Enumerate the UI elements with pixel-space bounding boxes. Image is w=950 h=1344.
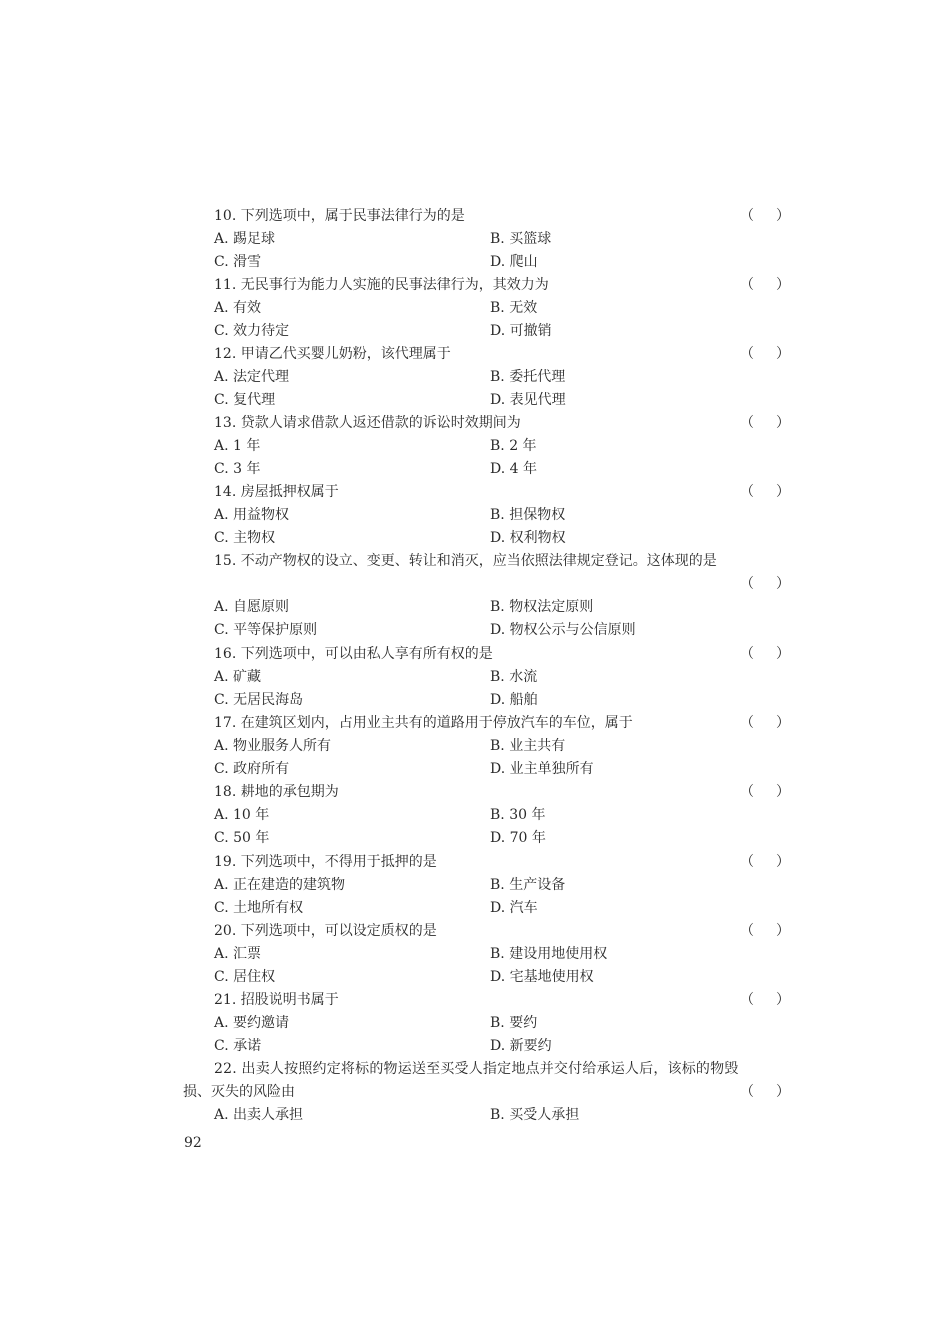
option-b: B. 买篮球 (490, 231, 552, 247)
option-row (0, 527, 950, 550)
option-d: D. 宅基地使用权 (490, 969, 594, 985)
option-d: D. 4 年 (490, 461, 537, 477)
answer-paren-close: ） (776, 923, 790, 939)
question-15 (0, 550, 950, 573)
option-a: A. 自愿原则 (214, 599, 290, 615)
option-c: C. 平等保护原则 (214, 622, 318, 638)
answer-paren-open: （ (740, 992, 754, 1008)
option-d: D. 表见代理 (490, 392, 566, 408)
question-16 (0, 643, 950, 666)
option-row (0, 827, 950, 850)
question-14 (0, 481, 950, 504)
option-b: B. 30 年 (490, 807, 546, 823)
option-d: D. 70 年 (490, 830, 546, 846)
answer-paren-close: ） (776, 992, 790, 1008)
question-stem: 12. 甲请乙代买婴儿奶粉，该代理属于 (214, 346, 451, 362)
question-stem: 17. 在建筑区划内，占用业主共有的道路用于停放汽车的车位，属于 (214, 715, 633, 731)
option-a: A. 物业服务人所有 (214, 738, 332, 754)
option-b: B. 水流 (490, 669, 538, 685)
option-a: A. 出卖人承担 (214, 1107, 304, 1123)
option-row (0, 320, 950, 343)
option-b: B. 2 年 (490, 438, 537, 454)
answer-paren-open: （ (740, 346, 754, 362)
question-10 (0, 205, 950, 228)
option-b: B. 业主共有 (490, 738, 566, 754)
answer-paren-close: ） (776, 346, 790, 362)
answer-paren-close: ） (776, 208, 790, 224)
option-row (0, 874, 950, 897)
option-row (0, 758, 950, 781)
option-c: C. 主物权 (214, 530, 276, 546)
option-row (0, 228, 950, 251)
option-row (0, 458, 950, 481)
option-d: D. 可撤销 (490, 323, 552, 339)
option-row (0, 666, 950, 689)
option-c: C. 政府所有 (214, 761, 290, 777)
option-a: A. 矿藏 (214, 669, 262, 685)
option-c: C. 土地所有权 (214, 900, 304, 916)
option-d: D. 物权公示与公信原则 (490, 622, 636, 638)
answer-paren-open: （ (740, 784, 754, 800)
option-b: B. 买受人承担 (490, 1107, 580, 1123)
answer-paren-close: ） (776, 1084, 790, 1100)
question-stem: 13. 贷款人请求借款人返还借款的诉讼时效期间为 (214, 415, 521, 431)
answer-paren-close: ） (776, 576, 790, 592)
question-22-cont (0, 1081, 950, 1104)
option-c: C. 50 年 (214, 830, 270, 846)
option-b: B. 建设用地使用权 (490, 946, 608, 962)
option-b: B. 物权法定原则 (490, 599, 594, 615)
option-c: C. 效力待定 (214, 323, 290, 339)
question-stem: 14. 房屋抵押权属于 (214, 484, 339, 500)
option-row (0, 619, 950, 642)
option-row (0, 804, 950, 827)
option-c: C. 3 年 (214, 461, 261, 477)
question-19 (0, 851, 950, 874)
option-d: D. 业主单独所有 (490, 761, 594, 777)
answer-paren-close: ） (776, 415, 790, 431)
option-row (0, 251, 950, 274)
question-stem: 20. 下列选项中，可以设定质权的是 (214, 923, 437, 939)
answer-paren-open: （ (740, 923, 754, 939)
question-stem: 18. 耕地的承包期为 (214, 784, 339, 800)
option-b: B. 担保物权 (490, 507, 566, 523)
option-b: B. 生产设备 (490, 877, 566, 893)
option-c: C. 居住权 (214, 969, 276, 985)
question-18 (0, 781, 950, 804)
question-stem: 10. 下列选项中，属于民事法律行为的是 (214, 208, 465, 224)
option-a: A. 法定代理 (214, 369, 290, 385)
option-row (0, 897, 950, 920)
option-row (0, 389, 950, 412)
question-stem-line2: 损、灭失的风险由 (183, 1084, 295, 1100)
option-b: B. 无效 (490, 300, 538, 316)
answer-paren-row (0, 573, 950, 596)
page-number: 92 (184, 1135, 202, 1151)
question-22 (0, 1058, 950, 1081)
option-row (0, 1104, 950, 1127)
answer-paren-open: （ (740, 1084, 754, 1100)
option-b: B. 委托代理 (490, 369, 566, 385)
question-12 (0, 343, 950, 366)
answer-paren-close: ） (776, 854, 790, 870)
option-a: A. 用益物权 (214, 507, 290, 523)
question-13 (0, 412, 950, 435)
answer-paren-open: （ (740, 646, 754, 662)
option-d: D. 权利物权 (490, 530, 566, 546)
option-a: A. 正在建造的建筑物 (214, 877, 346, 893)
option-c: C. 复代理 (214, 392, 276, 408)
option-row (0, 735, 950, 758)
answer-paren-close: ） (776, 784, 790, 800)
question-stem: 11. 无民事行为能力人实施的民事法律行为，其效力为 (214, 277, 549, 293)
option-a: A. 汇票 (214, 946, 262, 962)
option-row (0, 1012, 950, 1035)
option-b: B. 要约 (490, 1015, 538, 1031)
option-c: C. 无居民海岛 (214, 692, 304, 708)
answer-paren-close: ） (776, 715, 790, 731)
option-row (0, 366, 950, 389)
option-row (0, 1035, 950, 1058)
question-17 (0, 712, 950, 735)
answer-paren-open: （ (740, 415, 754, 431)
option-d: D. 爬山 (490, 254, 538, 270)
option-row (0, 504, 950, 527)
answer-paren-close: ） (776, 277, 790, 293)
option-row (0, 596, 950, 619)
question-stem: 19. 下列选项中，不得用于抵押的是 (214, 854, 437, 870)
option-a: A. 踢足球 (214, 231, 276, 247)
option-a: A. 10 年 (214, 807, 270, 823)
question-stem: 21. 招股说明书属于 (214, 992, 339, 1008)
question-stem: 16. 下列选项中，可以由私人享有所有权的是 (214, 646, 493, 662)
answer-paren-open: （ (740, 277, 754, 293)
answer-paren-close: ） (776, 646, 790, 662)
option-row (0, 435, 950, 458)
option-row (0, 297, 950, 320)
option-d: D. 新要约 (490, 1038, 552, 1054)
option-a: A. 1 年 (214, 438, 261, 454)
option-row (0, 966, 950, 989)
answer-paren-open: （ (740, 715, 754, 731)
option-c: C. 承诺 (214, 1038, 262, 1054)
question-stem-line1: 22. 出卖人按照约定将标的物运送至买受人指定地点并交付给承运人后，该标的物毁 (214, 1061, 739, 1077)
answer-paren-open: （ (740, 208, 754, 224)
option-d: D. 船舶 (490, 692, 538, 708)
option-c: C. 滑雪 (214, 254, 262, 270)
question-stem: 15. 不动产物权的设立、变更、转让和消灭，应当依照法律规定登记。这体现的是 (214, 553, 717, 569)
answer-paren-open: （ (740, 484, 754, 500)
question-20 (0, 920, 950, 943)
option-a: A. 要约邀请 (214, 1015, 290, 1031)
question-11 (0, 274, 950, 297)
answer-paren-open: （ (740, 854, 754, 870)
answer-paren-close: ） (776, 484, 790, 500)
answer-paren-open: （ (740, 576, 754, 592)
option-d: D. 汽车 (490, 900, 538, 916)
option-row (0, 689, 950, 712)
option-row (0, 943, 950, 966)
question-21 (0, 989, 950, 1012)
option-a: A. 有效 (214, 300, 262, 316)
